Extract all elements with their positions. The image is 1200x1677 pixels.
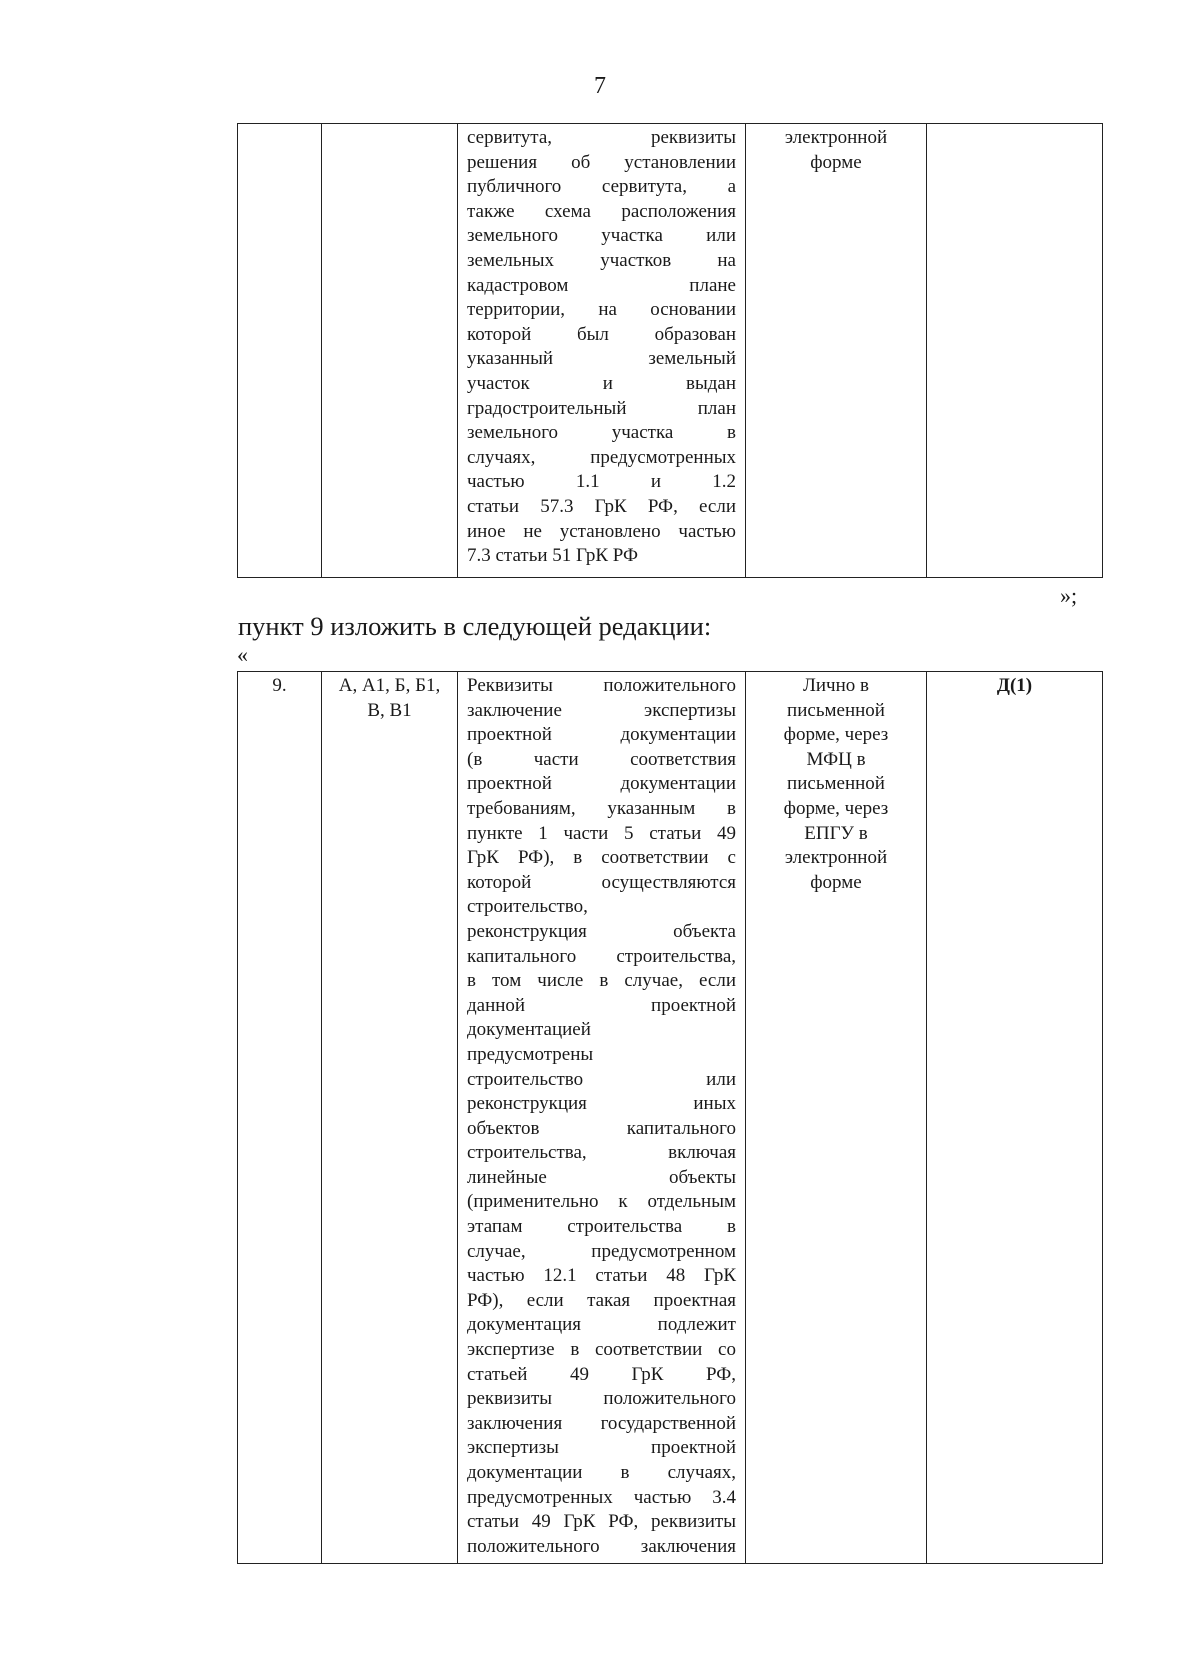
text-line: ГрК РФ), в соответствии с — [467, 847, 736, 869]
text-line: публичного сервитута, а — [467, 176, 736, 198]
text-line: статьи 57.3 ГрК РФ, если — [467, 495, 736, 517]
continued-table — [237, 123, 1103, 578]
text-line: предусмотренных частью 3.4 — [467, 1486, 736, 1508]
text-line: реконструкция объекта — [467, 920, 736, 942]
text-line: случаях, предусмотренных — [467, 446, 736, 468]
text-line: форме, через — [783, 724, 889, 746]
requisites-cell — [458, 124, 746, 578]
closing-quote: »; — [1060, 583, 1078, 608]
text-line: пункте 1 части 5 статьи 49 — [467, 822, 736, 844]
text-line: объектов капитального — [467, 1117, 736, 1139]
code-cell: Д(1) — [927, 672, 1103, 1564]
text-line: статьи 49 ГрК РФ, реквизиты — [467, 1511, 736, 1533]
text-line: строительство, — [467, 896, 588, 918]
requisites-cell — [458, 672, 746, 1564]
text-line: письменной — [787, 699, 885, 721]
text-line: территории, на основании — [467, 299, 736, 321]
text-line: документации в случаях, — [467, 1462, 736, 1483]
text-line: РФ), если такая проектная — [467, 1289, 736, 1311]
text-line: решения об установлении — [467, 151, 736, 173]
text-line: 7.3 статьи 51 ГрК РФ — [467, 545, 639, 567]
text-line: данной проектной — [467, 994, 736, 1016]
text-line: частью 1.1 и 1.2 — [467, 471, 736, 493]
submission-cell — [746, 672, 927, 1564]
text-line: строительство или — [467, 1068, 736, 1090]
amendment-table — [237, 671, 1103, 1564]
text-line: письменной — [787, 773, 885, 795]
text-line: (применительно к отдельным — [467, 1191, 736, 1213]
text-line: сервитута, реквизиты — [467, 127, 736, 148]
text-line: частью 12.1 статьи 48 ГрК — [467, 1265, 736, 1287]
text-line: МФЦ в — [806, 748, 866, 770]
submission-cell — [746, 124, 927, 578]
text-line: форме — [810, 871, 862, 893]
text-line: этапам строительства в — [467, 1216, 736, 1238]
category-cell: А, А1, Б, Б1, В, В1 — [322, 672, 458, 1564]
text-line: капитального строительства, — [467, 945, 736, 967]
text-line: земельного участка в — [467, 422, 736, 444]
text-line: реквизиты положительного — [467, 1388, 736, 1410]
text-line: положительного заключения — [467, 1535, 736, 1557]
text-line: предусмотрены — [467, 1043, 594, 1065]
text-line: градостроительный план — [467, 397, 736, 419]
code-cell — [927, 124, 1103, 578]
text-line: (в части соответствия — [467, 748, 736, 770]
text-line: заключения государственной — [467, 1412, 736, 1434]
text-line: земельных участков на — [467, 249, 736, 271]
text-line: случае, предусмотренном — [467, 1240, 736, 1262]
text-line: также схема расположения — [467, 200, 736, 222]
number-cell — [238, 124, 322, 578]
text-line: экспертизы проектной — [467, 1437, 736, 1459]
table-row — [238, 672, 1103, 1564]
text-line: иное не установлено частью — [467, 520, 736, 542]
text-line: земельного участка или — [467, 225, 736, 247]
text-line: реконструкция иных — [467, 1093, 736, 1115]
text-line: ЕПГУ в — [804, 822, 868, 844]
text-line: электронной — [784, 847, 888, 869]
category-cell — [322, 124, 458, 578]
text-line: линейные объекты — [467, 1166, 736, 1188]
text-line: которой был образован — [467, 323, 736, 345]
number-cell: 9. — [238, 672, 322, 1564]
text-line: кадастровом плане — [467, 274, 736, 296]
text-line: которой осуществляются — [467, 871, 736, 893]
text-line: проектной документации — [467, 724, 736, 746]
text-line: заключение экспертизы — [467, 699, 736, 721]
amendment-instruction: пункт 9 изложить в следующей редакции: — [238, 611, 712, 641]
text-line: экспертизе в соответствии со — [467, 1339, 736, 1361]
text-line: требованиям, указанным в — [467, 797, 736, 819]
text-line: Реквизиты положительного — [467, 675, 736, 696]
text-line: в том числе в случае, если — [467, 970, 736, 992]
text-line: Лично в — [803, 675, 869, 696]
text-line: электронной — [784, 127, 888, 148]
text-line: форме, через — [783, 797, 889, 819]
text-line: документацией — [467, 1019, 591, 1041]
text-line: проектной документации — [467, 773, 736, 795]
text-line: документация подлежит — [467, 1314, 736, 1336]
table-row — [238, 124, 1103, 578]
page-number: 7 — [594, 73, 606, 99]
text-line: указанный земельный — [467, 348, 736, 370]
text-line: статьей 49 ГрК РФ, — [467, 1363, 736, 1385]
text-line: форме — [810, 151, 862, 173]
text-line: участок и выдан — [467, 372, 736, 394]
text-line: строительства, включая — [467, 1142, 736, 1164]
opening-quote: « — [237, 642, 248, 667]
